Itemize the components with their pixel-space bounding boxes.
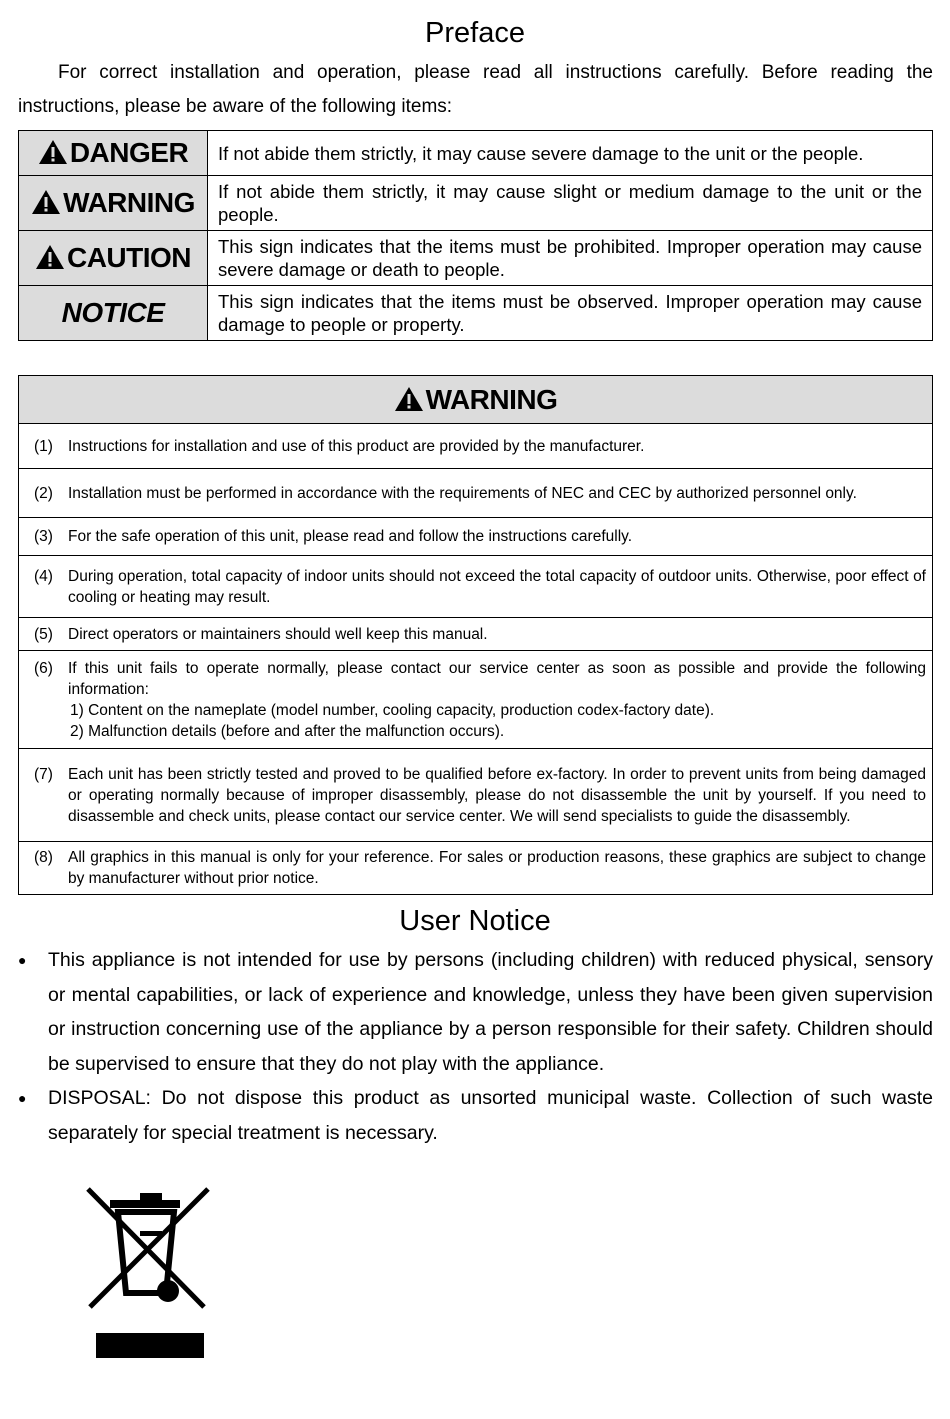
bullet-icon: ●: [18, 1090, 27, 1106]
warning-box-heading-text: WARNING: [425, 383, 558, 415]
item-number: (4): [34, 567, 53, 585]
warning-label: [19, 176, 208, 231]
bullet-text: DISPOSAL: Do not dispose this product as unsorted municipal waste. Collection of such waste separately for special treatment is necessary.: [48, 1087, 933, 1144]
warning-triangle-icon: [35, 244, 65, 270]
item-text: Direct operators or maintainers should well keep this manual.: [68, 625, 488, 643]
item-text: Each unit has been strictly tested and proved to be qualified before ex-factory. In order to prevent units from being damaged or operating normally because of improper disassembly, please do not disassemble the unit by yourself. If you need to disassemble and check units, please contact our service center. We will send specialists to guide the disassembly.: [68, 765, 926, 825]
notice-description: This sign indicates that the items must be observed. Improper operation may cause damage to people or property.: [208, 286, 933, 341]
item-text: All graphics in this manual is only for your reference. For sales or production reasons, these graphics are subject to change by manufacturer without prior notice.: [68, 849, 926, 887]
item-text: If this unit fails to operate normally, please contact our service center as soon as possible and provide the following information:: [68, 659, 926, 698]
user-notice-list: [18, 943, 933, 1150]
warning-box-heading: [19, 376, 933, 424]
crossed-out-wheelie-bin-icon: [84, 1185, 212, 1360]
signal-row-danger: [19, 131, 933, 176]
bullet-text: This appliance is not intended for use by persons (including children) with reduced physical, sensory or mental capabilities, or lack of experience and knowledge, unless they have been given supervision or instruction concerning use of the appliance by a person responsible for their safety. Children should be supervised to ensure that they do not play with the appliance.: [48, 949, 933, 1075]
warning-triangle-icon: [394, 386, 424, 412]
list-item: [19, 651, 933, 749]
item-number: (3): [34, 528, 53, 545]
item-number: (1): [34, 437, 53, 455]
item-number: (6): [34, 659, 53, 677]
list-item: [19, 842, 933, 895]
sub-item-nameplate: 1) Content on the nameplate (model number, cooling capacity, production codex-factory date).: [70, 701, 715, 719]
list-item: [19, 556, 933, 618]
warning-triangle-icon: [38, 139, 68, 165]
bullet-icon: ●: [18, 952, 27, 968]
preface-title: Preface: [425, 17, 525, 49]
warning-description: If not abide them strictly, it may cause slight or medium damage to the unit or the people.: [208, 176, 933, 231]
signal-row-notice: [19, 286, 933, 341]
caution-label: [19, 231, 208, 286]
warning-word: WARNING: [63, 187, 195, 218]
signal-row-caution: [19, 231, 933, 286]
signal-word-table: [18, 130, 933, 341]
list-item: [18, 1081, 933, 1150]
preface-intro: For correct installation and operation, please read all instructions carefully. Before reading the instructions, please be aware of the following items:: [18, 62, 933, 117]
sub-item-malfunction: 2) Malfunction details (before and after the malfunction occurs).: [70, 722, 505, 740]
item-number: (5): [34, 625, 53, 643]
danger-label: [19, 131, 208, 176]
danger-word: DANGER: [69, 137, 189, 168]
item-number: (7): [34, 765, 53, 783]
caution-word: CAUTION: [66, 242, 192, 273]
danger-description: If not abide them strictly, it may cause severe damage to the unit or the people.: [208, 131, 933, 176]
list-item: [19, 618, 933, 651]
warning-triangle-icon: [31, 189, 61, 215]
list-item: [19, 518, 933, 556]
item-text: Installation must be performed in accordance with the requirements of NEC and CEC by authorized personnel only.: [68, 484, 857, 502]
user-notice-title: User Notice: [399, 905, 551, 937]
item-text: During operation, total capacity of indoor units should not exceed the total capacity of outdoor units. Otherwise, poor effect of cooling or heating may result.: [68, 567, 926, 606]
list-item: [19, 424, 933, 469]
notice-label: NOTICE: [19, 286, 208, 341]
list-item: [18, 943, 933, 1081]
item-number: (8): [34, 849, 53, 866]
caution-description: This sign indicates that the items must be prohibited. Improper operation may cause severe damage or death to people.: [208, 231, 933, 286]
list-item: [19, 469, 933, 518]
list-item: [19, 749, 933, 842]
warning-list-box: [18, 375, 933, 895]
item-text: Instructions for installation and use of this product are provided by the manufacturer.: [68, 437, 645, 455]
item-text: For the safe operation of this unit, please read and follow the instructions carefully.: [68, 528, 633, 545]
signal-row-warning: [19, 176, 933, 231]
item-number: (2): [34, 484, 53, 502]
